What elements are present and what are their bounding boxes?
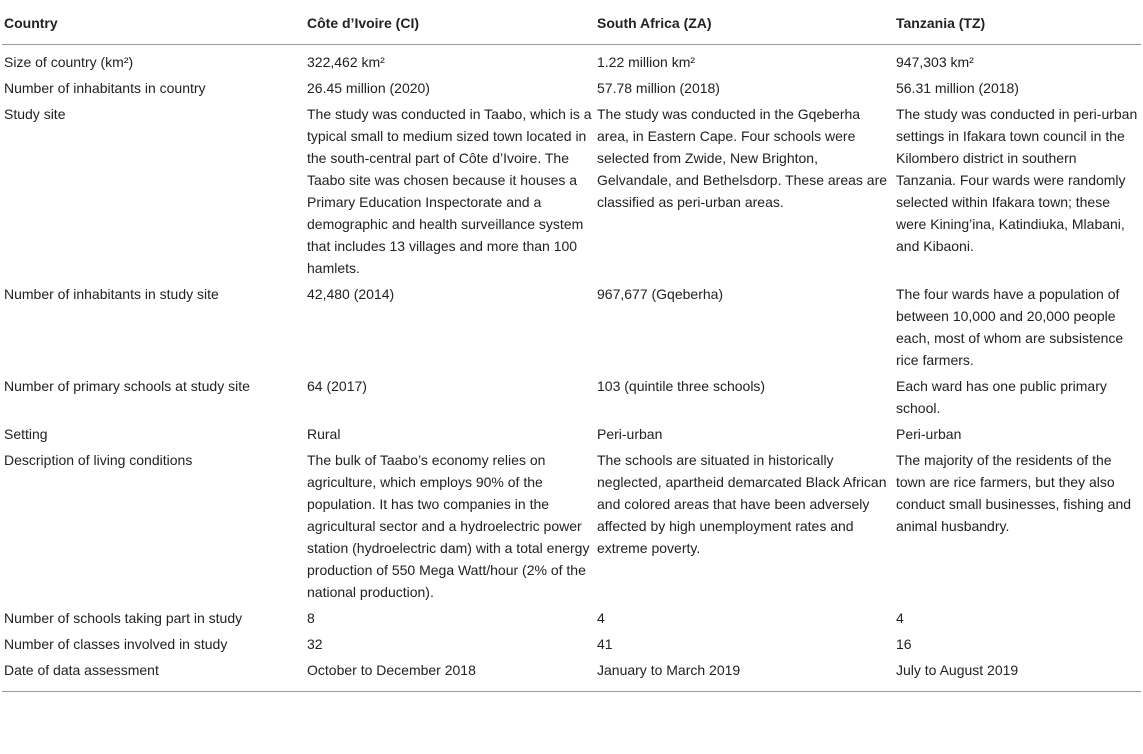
row-classes-in-study [2, 632, 1141, 658]
cell-za: The study was conducted in the Gqeberha area, in Eastern Cape. Four schools were selected from Zwide, New Brighton, Gelvandale, and Bethelsdorp. These areas are classified as peri-urban areas. [597, 106, 888, 210]
table-header [2, 0, 1141, 45]
cell-tz: 16 [896, 636, 912, 652]
cell-tz: The four wards have a population of between 10,000 and 20,000 people each, most of whom are subsistence rice farmers. [896, 286, 1124, 368]
row-label: Study site [4, 106, 66, 122]
row-label: Size of country (km²) [4, 54, 134, 70]
cell-za: The schools are situated in historically neglected, apartheid demarcated Black African and colored areas that have been adversely affected by high unemployment rates and extreme poverty. [597, 452, 887, 556]
header-row [2, 0, 1141, 45]
row-inhabitants-study-site [2, 282, 1141, 374]
cell-tz: 4 [896, 610, 904, 626]
row-primary-schools [2, 374, 1141, 422]
row-label: Number of classes involved in study [4, 636, 228, 652]
cell-za: Peri-urban [597, 426, 663, 442]
header-country: Country [2, 0, 305, 45]
table-body [2, 45, 1141, 692]
cell-za: 1.22 million km² [597, 54, 696, 70]
cell-za: 4 [597, 610, 605, 626]
cell-za: 57.78 million (2018) [597, 80, 720, 96]
header-south-africa: South Africa (ZA) [595, 0, 894, 45]
row-label: Number of inhabitants in country [4, 80, 206, 96]
header-cote-divoire: Côte d’Ivoire (CI) [305, 0, 595, 45]
cell-ci: 322,462 km² [307, 54, 385, 70]
cell-za: 967,677 (Gqeberha) [597, 286, 724, 302]
cell-tz: The majority of the residents of the town are rice farmers, but they also conduct small businesses, fishing and animal husbandry. [896, 452, 1132, 534]
row-label: Setting [4, 426, 48, 442]
cell-ci: The study was conducted in Taabo, which is a typical small to medium sized town located in the south-central part of Côte d’Ivoire. The Taabo site was chosen because it houses a Primary Education Inspectorate and a demographic and health surveillance system that includes 13 villages and more than 100 hamlets. [307, 106, 592, 276]
cell-ci: October to December 2018 [305, 658, 595, 692]
cell-za: 103 (quintile three schools) [597, 378, 766, 394]
row-label: Number of schools taking part in study [4, 610, 243, 626]
cell-tz: July to August 2019 [894, 658, 1141, 692]
row-label: Date of data assessment [2, 658, 305, 692]
row-label: Number of primary schools at study site [4, 378, 250, 394]
cell-tz: 947,303 km² [896, 54, 974, 70]
row-living-conditions [2, 448, 1141, 606]
cell-tz: 56.31 million (2018) [896, 80, 1019, 96]
row-schools-in-study [2, 606, 1141, 632]
row-study-site [2, 102, 1141, 282]
cell-ci: 26.45 million (2020) [307, 80, 430, 96]
header-tanzania: Tanzania (TZ) [894, 0, 1141, 45]
cell-za: January to March 2019 [595, 658, 894, 692]
cell-ci: 8 [307, 610, 315, 626]
cell-za: 41 [597, 636, 613, 652]
cell-tz: Each ward has one public primary school. [896, 378, 1107, 416]
row-date-of-assessment [2, 658, 1141, 692]
cell-ci: The bulk of Taabo’s economy relies on agriculture, which employs 90% of the population. It has two companies in the agricultural sector and a hydroelectric power station (hydroelectric dam) with a total energy production of 550 Mega Watt/hour (2% of the national production). [307, 452, 590, 600]
row-size-of-country [2, 45, 1141, 77]
cell-tz: The study was conducted in peri-urban settings in Ifakara town council in the Kilombero district in southern Tanzania. Four wards were randomly selected within Ifakara town; these were Kining’ina, Katindiuka, Mlabani, and Kibaoni. [896, 106, 1138, 254]
study-sites-table [2, 0, 1141, 692]
cell-ci: Rural [307, 426, 341, 442]
cell-ci: 64 (2017) [307, 378, 367, 394]
row-inhabitants-country [2, 76, 1141, 102]
row-label: Description of living conditions [4, 452, 193, 468]
cell-ci: 42,480 (2014) [307, 286, 395, 302]
cell-ci: 32 [307, 636, 323, 652]
row-setting [2, 422, 1141, 448]
cell-tz: Peri-urban [896, 426, 962, 442]
row-label: Number of inhabitants in study site [4, 286, 219, 302]
